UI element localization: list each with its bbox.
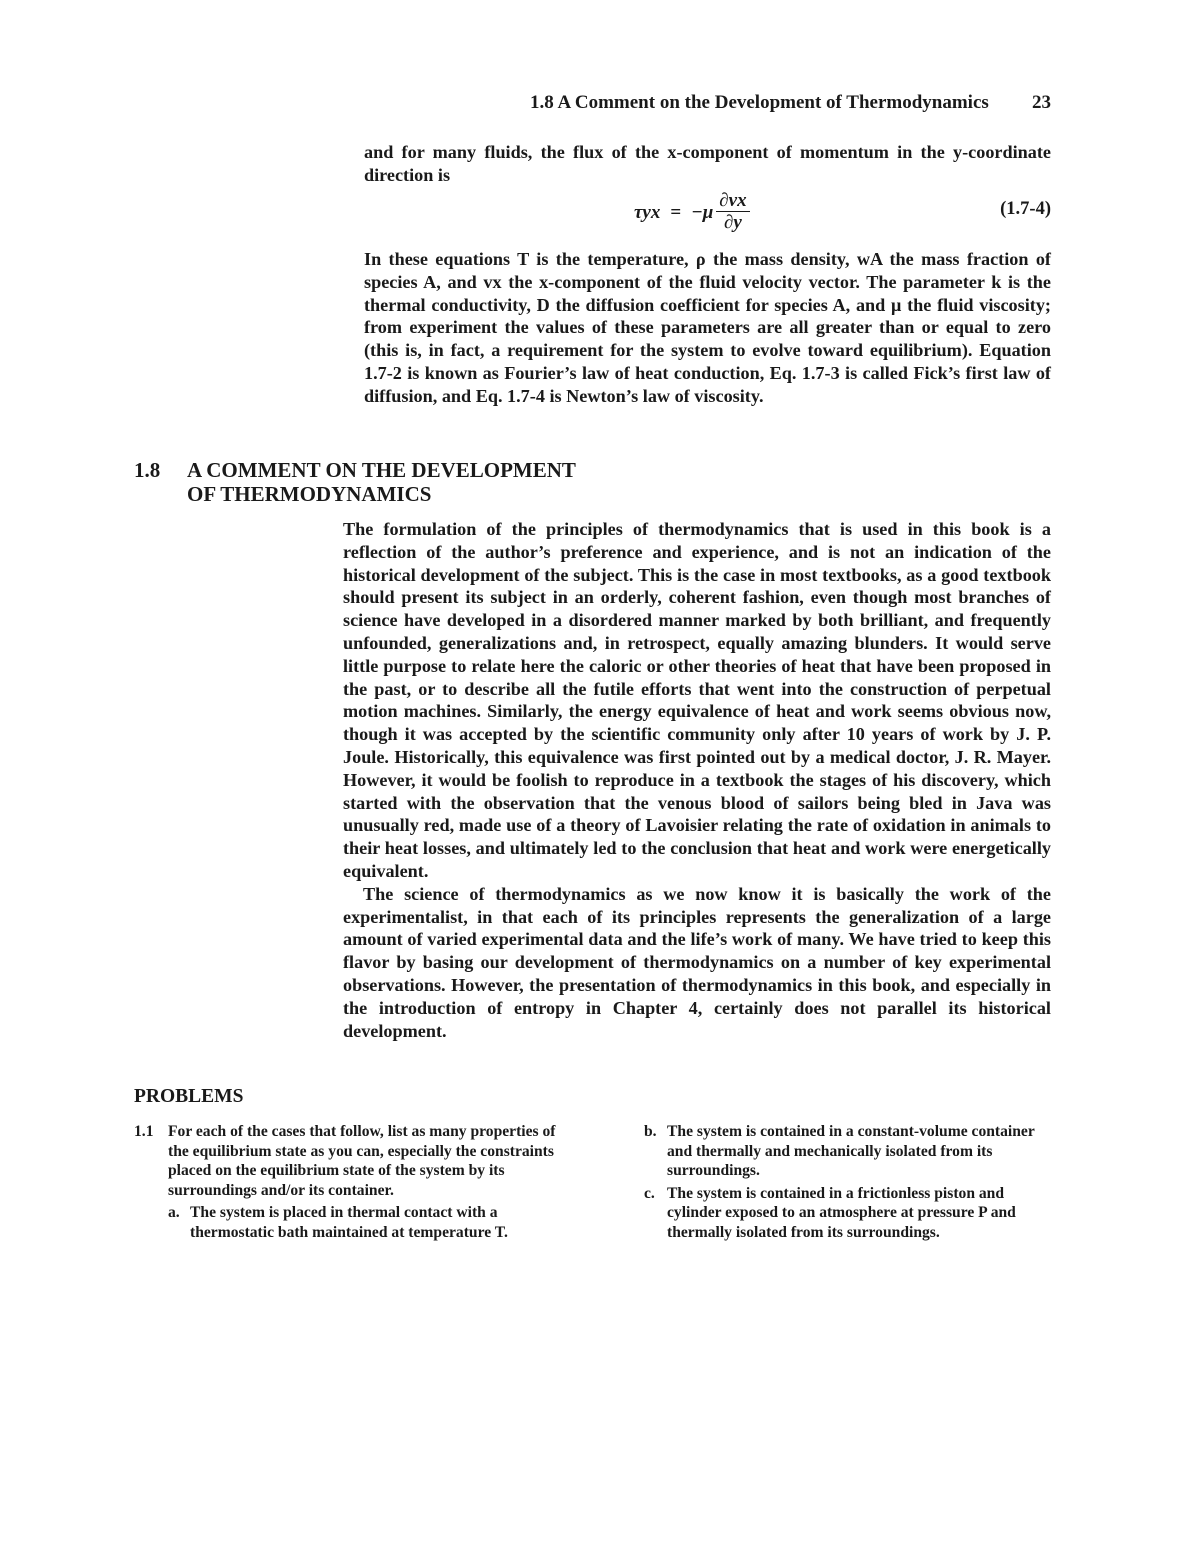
definitions-paragraph-block: [364, 248, 1051, 408]
intro-paragraph: and for many fluids, the flux of the x-component of momentum in the y-coordinate direction is: [364, 142, 1051, 185]
problem-part-a: [168, 1203, 578, 1242]
part-text: The system is placed in thermal contact with a thermostatic bath maintained at temperature T.: [190, 1204, 508, 1241]
problems-right-column: [644, 1122, 1054, 1245]
part-text: The system is contained in a frictionless piston and cylinder exposed to an atmosphere at pressure P and thermally isolated from its surroundings.: [667, 1184, 1016, 1241]
section-paragraph-2: The science of thermodynamics as we now know it is basically the work of the experimentalist, in that each of its principles represents the generalization of a large amount of varied experimental data and the life’s work of many. We have tried to keep this flavor by basing our development of thermodynamics on a number of key experimental observations. However, the presentation of thermodynamics in this book, and especially in the introduction of entropy in Chapter 4, certainly does not parallel its historical development.: [343, 883, 1051, 1041]
problem-1-1: [134, 1122, 578, 1200]
part-letter: c.: [644, 1184, 655, 1202]
section-number: 1.8: [134, 458, 161, 482]
equation-1-7-4: [364, 190, 1051, 236]
section-paragraph-1: The formulation of the principles of thermodynamics that is used in this book is a reflection of the author’s preference and experience, and is not an indication of the historical development of the subject. This is the case in most textbooks, as a good textbook should present its subject in an orderly, coherent fashion, even though most branches of science have developed in a disordered manner marked by both brilliant, and frequently unfounded, generalizations and, in retrospect, equally amazing blunders. It would serve little purpose to relate here the caloric or other theories of heat that have been proposed in the past, or to describe all the futile efforts that went into the construction of perpetual motion machines. Similarly, the energy equivalence of heat and work seems obvious now, though it was accepted by the scientific community only after 10 years of work by J. P. Joule. Historically, this equivalence was first pointed out by a medical doctor, J. R. Mayer. However, it would be foolish to reproduce in a textbook the stages of his discovery, which started with the observation that the venous blood of sailors being bled in Java was unusually red, made use of a theory of Lavoisier relating the rate of oxidation in animals to their heat losses, and ultimately led to the conclusion that heat and work were energetically equivalent.: [343, 519, 1051, 881]
section-title-line2: OF THERMODYNAMICS: [187, 482, 432, 506]
problems-left-column: [134, 1122, 578, 1245]
page-number: 23: [1032, 92, 1051, 113]
section-title-line1: A COMMENT ON THE DEVELOPMENT: [187, 458, 576, 482]
equation-number: (1.7-4): [1000, 199, 1051, 219]
definitions-paragraph: In these equations T is the temperature, ρ the mass density, wA the mass fraction of species A, and vx the x-component of the fluid velocity vector. The parameter k is the thermal conductivity, D the diffusion coefficient for species A, and μ the fluid viscosity; from experiment the values of these parameters are all greater than or equal to zero (this is, in fact, a requirement for the system to evolve toward equilibrium). Equation 1.7-2 is known as Fourier’s law of heat conduction, Eq. 1.7-3 is called Fick’s first law of diffusion, and Eq. 1.7-4 is Newton’s law of viscosity.: [364, 249, 1051, 406]
equation-sign: −μ: [691, 202, 714, 223]
running-head: [530, 92, 1051, 114]
equation-numerator: ∂vx: [716, 190, 749, 212]
part-letter: a.: [168, 1204, 180, 1221]
intro-paragraph-block: [364, 141, 1051, 187]
problem-part-c: [644, 1184, 1054, 1243]
equation-denominator: ∂y: [724, 212, 742, 233]
problem-text: For each of the cases that follow, list as many properties of the equilibrium state as you can, especially the constraints placed on the equilibrium state of the system by its surroundings and/or its container.: [168, 1123, 556, 1199]
running-head-title: 1.8 A Comment on the Development of Thermodynamics: [530, 92, 989, 113]
equation-equals: =: [670, 202, 682, 223]
part-letter: b.: [644, 1123, 657, 1140]
section-title: [187, 458, 647, 506]
problem-number: 1.1: [134, 1123, 154, 1140]
equation-fraction: [716, 190, 749, 233]
equation-lhs: τyx: [634, 202, 661, 223]
problems-heading: PROBLEMS: [134, 1086, 244, 1107]
section-body: [343, 518, 1051, 1042]
equation-body: [634, 190, 750, 233]
problem-part-b: [644, 1122, 1054, 1181]
part-text: The system is contained in a constant-volume container and thermally and mechanically isolated from its surroundings.: [667, 1123, 1035, 1179]
